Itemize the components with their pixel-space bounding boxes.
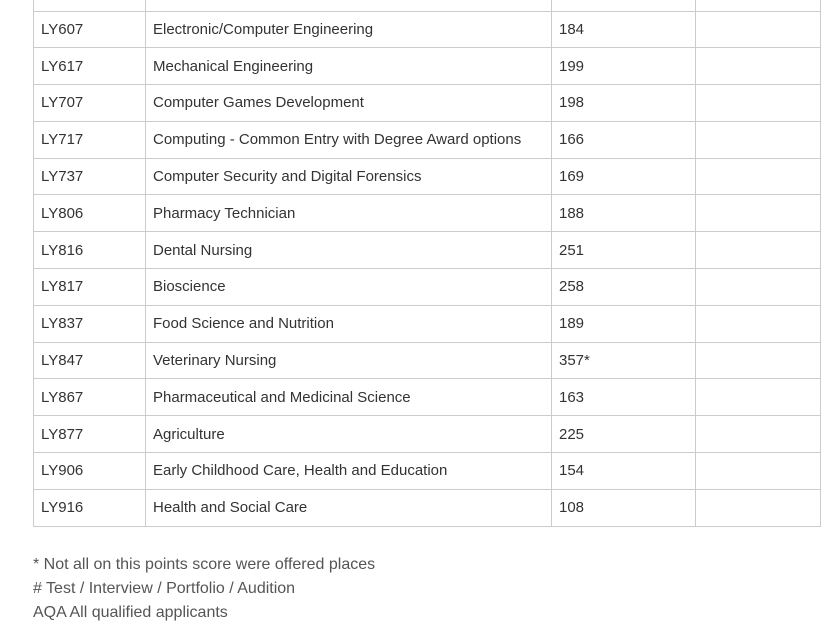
course-code-cell: LY617: [34, 48, 146, 85]
courses-table-body: [34, 0, 821, 526]
points-cell: 154: [552, 453, 696, 490]
course-code-cell: LY607: [34, 11, 146, 48]
course-code-cell: LY816: [34, 232, 146, 269]
table-cell: [146, 0, 552, 11]
points-cell: 184: [552, 11, 696, 48]
course-code-cell: LY916: [34, 489, 146, 526]
extra-cell: [696, 489, 821, 526]
points-cell: 188: [552, 195, 696, 232]
extra-cell: [696, 379, 821, 416]
points-cell: 225: [552, 416, 696, 453]
course-title-cell: Computer Security and Digital Forensics: [146, 158, 552, 195]
courses-table: [33, 0, 821, 527]
extra-cell: [696, 158, 821, 195]
course-title-cell: Bioscience: [146, 269, 552, 306]
points-cell: 357*: [552, 342, 696, 379]
points-cell: 199: [552, 48, 696, 85]
footnote-hash: # Test / Interview / Portfolio / Audition: [33, 580, 296, 597]
course-code-cell: LY817: [34, 269, 146, 306]
table-row: [34, 195, 821, 232]
points-cell: 166: [552, 121, 696, 158]
points-cell: 169: [552, 158, 696, 195]
extra-cell: [696, 342, 821, 379]
course-title-cell: Pharmacy Technician: [146, 195, 552, 232]
points-cell: 108: [552, 489, 696, 526]
course-title-cell: Electronic/Computer Engineering: [146, 11, 552, 48]
table-row: [34, 305, 821, 342]
courses-table-container: [33, 0, 820, 527]
course-code-cell: LY837: [34, 305, 146, 342]
table-cell: [552, 0, 696, 11]
extra-cell: [696, 121, 821, 158]
points-cell: 251: [552, 232, 696, 269]
points-cell: 258: [552, 269, 696, 306]
course-title-cell: Dental Nursing: [146, 232, 552, 269]
table-row: [34, 232, 821, 269]
course-title-cell: Agriculture: [146, 416, 552, 453]
table-cell: [34, 0, 146, 11]
course-title-cell: Pharmaceutical and Medicinal Science: [146, 379, 552, 416]
course-title-cell: Health and Social Care: [146, 489, 552, 526]
extra-cell: [696, 11, 821, 48]
points-cell: 198: [552, 85, 696, 122]
course-title-cell: Computing - Common Entry with Degree Award options: [146, 121, 552, 158]
course-code-cell: LY707: [34, 85, 146, 122]
table-row: [34, 269, 821, 306]
table-row: [34, 158, 821, 195]
extra-cell: [696, 453, 821, 490]
extra-cell: [696, 305, 821, 342]
footnotes: [33, 553, 375, 625]
course-code-cell: LY717: [34, 121, 146, 158]
course-code-cell: LY847: [34, 342, 146, 379]
table-row: [34, 342, 821, 379]
course-title-cell: Mechanical Engineering: [146, 48, 552, 85]
footnote-aqa: AQA All qualified applicants: [33, 604, 228, 621]
table-row: [34, 379, 821, 416]
course-code-cell: LY906: [34, 453, 146, 490]
course-title-cell: Computer Games Development: [146, 85, 552, 122]
table-row: [34, 489, 821, 526]
course-code-cell: LY877: [34, 416, 146, 453]
course-title-cell: Early Childhood Care, Health and Education: [146, 453, 552, 490]
course-code-cell: LY867: [34, 379, 146, 416]
table-row: [34, 121, 821, 158]
points-cell: 163: [552, 379, 696, 416]
extra-cell: [696, 48, 821, 85]
table-row: [34, 85, 821, 122]
extra-cell: [696, 85, 821, 122]
course-title-cell: Food Science and Nutrition: [146, 305, 552, 342]
table-row: [34, 453, 821, 490]
table-row: [34, 11, 821, 48]
course-code-cell: LY806: [34, 195, 146, 232]
points-cell: 189: [552, 305, 696, 342]
extra-cell: [696, 269, 821, 306]
table-cell: [696, 0, 821, 11]
course-title-cell: Veterinary Nursing: [146, 342, 552, 379]
footnote-asterisk: * Not all on this points score were offered places: [33, 556, 376, 573]
table-row-partial: [34, 0, 821, 11]
extra-cell: [696, 232, 821, 269]
table-row: [34, 48, 821, 85]
course-code-cell: LY737: [34, 158, 146, 195]
table-row: [34, 416, 821, 453]
extra-cell: [696, 195, 821, 232]
extra-cell: [696, 416, 821, 453]
